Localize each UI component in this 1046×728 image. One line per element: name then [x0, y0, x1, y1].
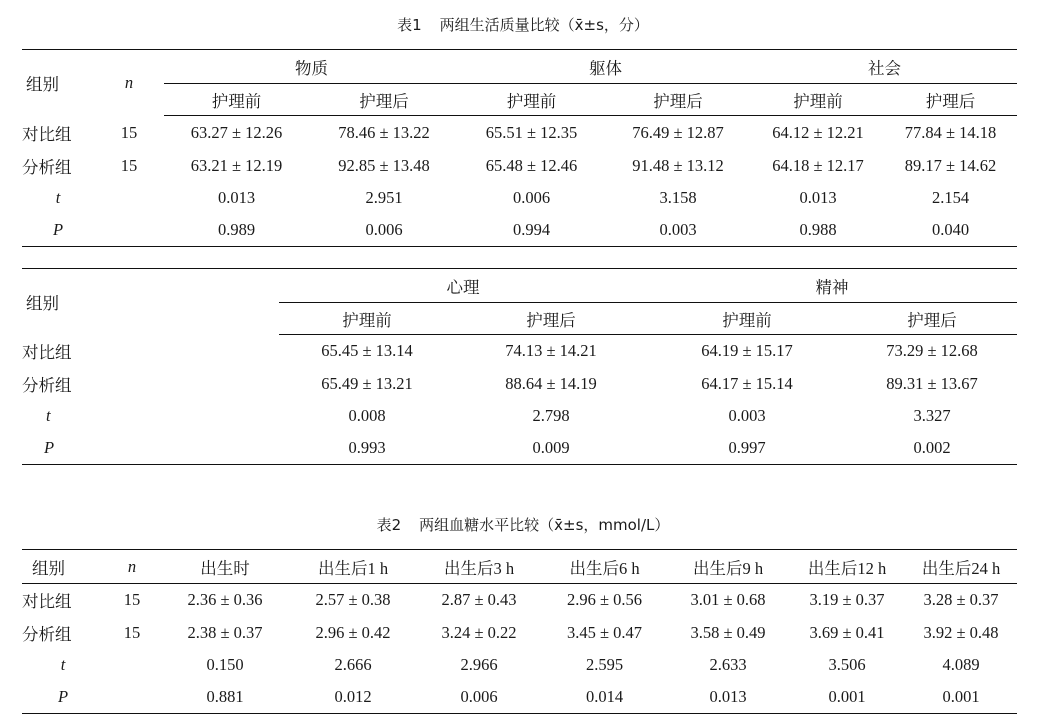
- cell: 2.87 ± 0.43: [441, 590, 517, 610]
- cell: 2.96 ± 0.42: [315, 622, 391, 642]
- cell: 3.92 ± 0.48: [923, 622, 999, 642]
- sub-header-after: 护理后: [884, 84, 1017, 116]
- cell: 64.18 ± 12.17: [772, 155, 864, 175]
- cell: 65.51 ± 12.35: [485, 122, 578, 142]
- sub-header-after: 护理后: [455, 303, 647, 335]
- table-row: [22, 649, 1017, 681]
- table-row: [22, 368, 1017, 400]
- domain-header: 心理: [279, 269, 647, 303]
- row-label: t: [60, 654, 66, 674]
- row-label: 对比组: [22, 343, 72, 362]
- cell: 0.993: [279, 432, 455, 465]
- cell: 2.154: [931, 187, 970, 207]
- cell: 15: [120, 122, 138, 142]
- sub-header-before: 护理前: [647, 303, 847, 335]
- cell: 2.633: [709, 654, 747, 674]
- cell: 0.989: [164, 214, 309, 247]
- sub-header-before: 护理前: [279, 303, 455, 335]
- cell: 0.881: [160, 681, 290, 714]
- table2-caption-prefix: 表2: [376, 516, 402, 534]
- header-cell: 出生后3 h: [416, 550, 542, 584]
- table-row: [22, 432, 1017, 465]
- cell: 3.327: [913, 405, 951, 425]
- cell: 91.48 ± 13.12: [632, 155, 724, 175]
- domain-header: 精神: [647, 269, 1017, 303]
- cell: 0.994: [459, 214, 604, 247]
- header-cell: 出生后9 h: [667, 550, 789, 584]
- cell: 0.150: [206, 654, 244, 674]
- cell: 2.36 ± 0.36: [187, 590, 263, 610]
- cell: 3.158: [659, 187, 697, 207]
- cell: 89.31 ± 13.67: [886, 373, 978, 393]
- cell: 65.48 ± 12.46: [485, 155, 578, 175]
- row-label: 对比组: [22, 592, 72, 612]
- cell: 0.006: [416, 681, 542, 714]
- table2: [22, 549, 1017, 714]
- header-cell: 出生后24 h: [905, 550, 1017, 584]
- header-cell: n: [104, 550, 160, 584]
- cell: 0.003: [728, 405, 766, 425]
- cell: 2.38 ± 0.37: [187, 622, 263, 642]
- row-label: 对比组: [22, 124, 72, 144]
- sub-header-after: 护理后: [604, 84, 752, 116]
- table-row: [22, 681, 1017, 714]
- cell: 3.69 ± 0.41: [809, 622, 885, 642]
- sub-header-before: 护理前: [459, 84, 604, 116]
- sub-header-after: 护理后: [847, 303, 1017, 335]
- cell: 65.45 ± 13.14: [321, 341, 413, 361]
- row-label: 分析组: [22, 624, 72, 644]
- cell: 0.013: [799, 187, 837, 207]
- cell: 77.84 ± 14.18: [904, 122, 997, 142]
- cell: 3.28 ± 0.37: [923, 590, 999, 610]
- cell: 15: [120, 155, 138, 175]
- cell: 0.040: [884, 214, 1017, 247]
- row-label: 分析组: [22, 157, 72, 177]
- domain-header: 物质: [164, 50, 459, 84]
- table1-caption-prefix: 表1: [397, 16, 422, 34]
- cell: 65.49 ± 13.21: [321, 373, 413, 393]
- cell: 15: [123, 622, 141, 642]
- cell: 0.014: [542, 681, 667, 714]
- sub-header-before: 护理前: [164, 84, 309, 116]
- cell: 74.13 ± 14.21: [505, 341, 597, 361]
- cell: [94, 214, 164, 247]
- cell: 73.29 ± 12.68: [886, 341, 978, 361]
- cell: 64.17 ± 15.14: [701, 373, 793, 393]
- table-row: [22, 116, 1017, 150]
- cell: 0.013: [667, 681, 789, 714]
- cell: 3.19 ± 0.37: [809, 590, 885, 610]
- cell: 78.46 ± 13.22: [338, 122, 430, 142]
- table1-caption-title: 两组生活质量比较（x̄±s，分）: [439, 16, 649, 34]
- cell: 0.002: [847, 432, 1017, 465]
- cell: 2.798: [532, 405, 570, 425]
- cell: 92.85 ± 13.48: [338, 155, 430, 175]
- row-label: 分析组: [22, 375, 72, 395]
- sub-header-before: 护理前: [752, 84, 884, 116]
- cell: 0.997: [647, 432, 847, 465]
- table1-part-b: [22, 268, 1017, 465]
- cell: 88.64 ± 14.19: [505, 373, 597, 393]
- cell: 64.12 ± 12.21: [772, 122, 864, 142]
- cell: 3.58 ± 0.49: [690, 622, 766, 642]
- table2-caption: [0, 514, 1046, 535]
- cell: 0.003: [604, 214, 752, 247]
- cell: [104, 681, 160, 714]
- table-row: [22, 617, 1017, 649]
- cell: 15: [123, 590, 141, 610]
- cell: 89.17 ± 14.62: [904, 155, 997, 175]
- cell: 63.21 ± 12.19: [190, 155, 283, 175]
- cell: 3.24 ± 0.22: [441, 622, 517, 642]
- cell: 0.006: [309, 214, 459, 247]
- group-header: 组别: [22, 269, 279, 335]
- cell: 76.49 ± 12.87: [632, 122, 724, 142]
- cell: [104, 649, 160, 681]
- header-cell: 出生后1 h: [290, 550, 416, 584]
- table-row: [22, 584, 1017, 617]
- cell: 4.089: [942, 654, 980, 674]
- table1-part-a: [22, 49, 1017, 247]
- group-header: 组别: [22, 50, 94, 116]
- cell: 3.506: [828, 654, 866, 674]
- cell: 0.012: [290, 681, 416, 714]
- row-label: P: [22, 214, 94, 247]
- domain-header: 躯体: [459, 50, 752, 84]
- table-row: [22, 335, 1017, 368]
- cell: 2.951: [365, 187, 403, 207]
- cell: 3.01 ± 0.68: [690, 590, 766, 610]
- cell: 2.666: [334, 654, 372, 674]
- cell: 3.45 ± 0.47: [566, 622, 643, 642]
- sub-header-after: 护理后: [309, 84, 459, 116]
- cell: 2.96 ± 0.56: [566, 590, 643, 610]
- cell: 0.006: [512, 187, 551, 207]
- header-cell: 出生后12 h: [789, 550, 905, 584]
- header-cell: 出生后6 h: [542, 550, 667, 584]
- cell: 0.001: [905, 681, 1017, 714]
- header-cell: 组别: [22, 550, 104, 584]
- cell: 64.19 ± 15.17: [701, 341, 793, 361]
- cell: [94, 182, 164, 214]
- cell: 2.595: [585, 654, 624, 674]
- cell: 0.988: [752, 214, 884, 247]
- table-row: [22, 150, 1017, 182]
- table-row: [22, 214, 1017, 247]
- cell: 0.009: [455, 432, 647, 465]
- cell: 0.008: [348, 405, 386, 425]
- table1-caption: [0, 14, 1046, 35]
- row-label: P: [22, 681, 104, 714]
- cell: 2.966: [460, 654, 498, 674]
- table2-caption-title: 两组血糖水平比较（x̄±s，mmol/L）: [419, 516, 670, 534]
- table-row: [22, 400, 1017, 432]
- cell: 2.57 ± 0.38: [315, 590, 391, 610]
- cell: 0.001: [789, 681, 905, 714]
- row-label: t: [55, 187, 61, 207]
- table-row: [22, 182, 1017, 214]
- domain-header: 社会: [752, 50, 1017, 84]
- cell: 0.013: [217, 187, 256, 207]
- row-label: P: [22, 432, 279, 465]
- cell: 63.27 ± 12.26: [190, 122, 283, 142]
- header-cell: 出生时: [160, 550, 290, 584]
- row-label: t: [46, 405, 51, 425]
- n-header: n: [94, 50, 164, 116]
